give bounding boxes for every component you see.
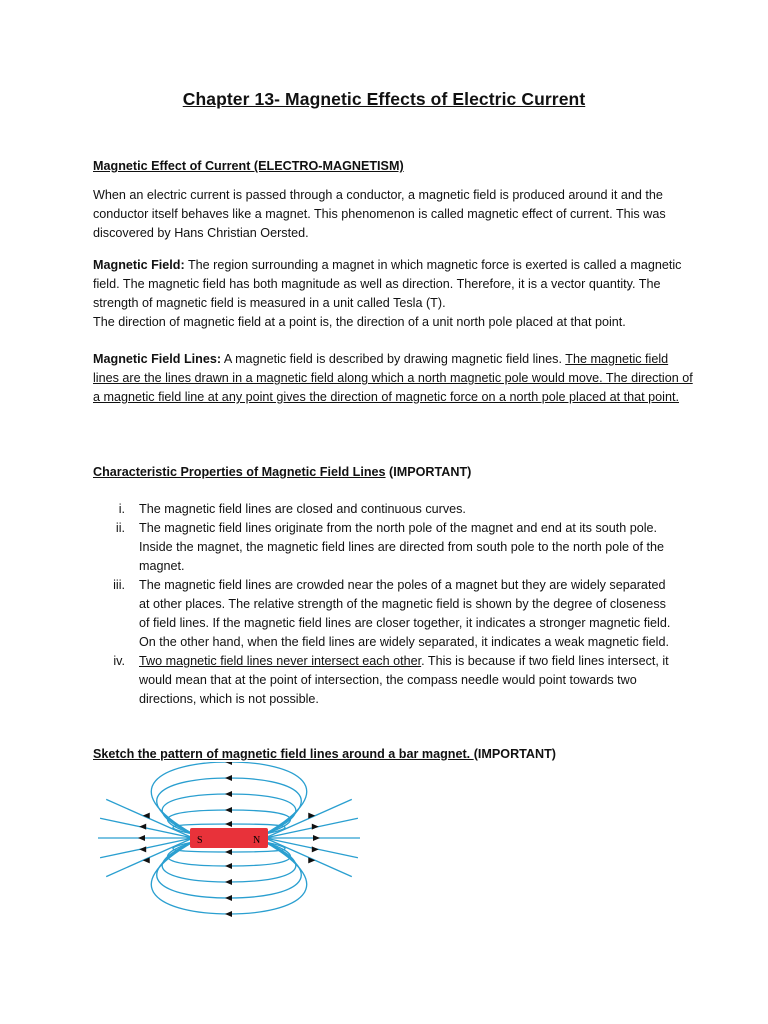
- field-line-arrow: [313, 835, 320, 841]
- list-item-text: . This is because if two field lines intersect, it would mean that at the point of intersection, the compass needle would point towards two directions, which is not possible.: [139, 654, 669, 706]
- list-item-text: The magnetic field lines are crowded near the poles of a magnet but they are widely separated at other places. The relative strength of the magnetic field is shown by the degree of closeness of field lines. If the magnetic field lines are closer together, it indicates a stronger magnetic field. On the other hand, when the field lines are widely separated, it indicates a weak magnetic field.: [139, 578, 671, 649]
- list-item: [93, 576, 673, 652]
- properties-heading: [93, 463, 693, 482]
- definition-magnetic-field: The region surrounding a magnet in which magnetic force is exerted is called a magnetic field. The magnetic field has both magnitude as well as direction. Therefore, it is a vector quantity. The strength of magnetic field is measured in a unit called Tesla (T).: [93, 258, 682, 310]
- list-item: [93, 500, 673, 519]
- list-item-text: The magnetic field lines are closed and continuous curves.: [139, 502, 466, 516]
- list-item-text: The magnetic field lines originate from the north pole of the magnet and end at its south pole. Inside the magnet, the magnetic field lines are directed from south pole to the north pole of the magnet.: [139, 521, 665, 573]
- list-item-underlined: Two magnetic field lines never intersect each other: [139, 654, 422, 668]
- field-line-arrow: [225, 807, 232, 813]
- section-properties-heading: [93, 463, 693, 482]
- field-line-arrow: [225, 911, 232, 917]
- list-item-number: ii.: [115, 521, 125, 535]
- page-title: Chapter 13- Magnetic Effects of Electric Current: [182, 89, 586, 109]
- field-line: [106, 799, 193, 838]
- paragraph-magnetic-effect: When an electric current is passed through a conductor, a magnetic field is produced around it and the conductor itself behaves like a magnet. This phenomenon is called magnetic effect of current. This was discovered by Hans Christian Oersted.: [93, 188, 666, 240]
- list-item-number: iii.: [113, 578, 125, 592]
- paragraph-magnetic-field: [93, 256, 693, 313]
- section-magnetic-effect: [93, 157, 693, 243]
- field-line-arrow: [225, 863, 232, 869]
- field-line-arrow: [225, 849, 232, 855]
- south-pole-label: S: [197, 835, 203, 846]
- field-lines-underlined: The magnetic field lines are the lines drawn in a magnetic field along which a north magnetic pole would move. The direction of a magnetic field line at any point gives the direction of magnetic force on a north pole placed at that point.: [93, 352, 693, 404]
- paragraph-field-direction: The direction of magnetic field at a point is, the direction of a unit north pole placed at that point.: [93, 315, 626, 329]
- field-line: [265, 799, 352, 838]
- north-pole-label: N: [253, 835, 261, 846]
- field-lines-text: A magnetic field is described by drawing magnetic field lines.: [221, 352, 566, 366]
- field-line-arrow: [225, 879, 232, 885]
- field-line-arrow: [312, 846, 319, 852]
- properties-heading-underlined: Characteristic Properties of Magnetic Field Lines: [93, 465, 386, 479]
- term-magnetic-field: Magnetic Field:: [93, 258, 185, 272]
- properties-list: [93, 500, 673, 709]
- field-line-arrow: [225, 895, 232, 901]
- field-line: [265, 838, 352, 877]
- list-item: [93, 519, 673, 576]
- section-heading-magnetic-effect: Magnetic Effect of Current (ELECTRO-MAGNETISM): [93, 159, 404, 173]
- sketch-heading-underlined: Sketch the pattern of magnetic field lines around a bar magnet.: [93, 747, 474, 761]
- list-item-number: iv.: [113, 654, 125, 668]
- field-line-arrow: [225, 775, 232, 781]
- list-item: [93, 652, 673, 709]
- sketch-heading-suffix: (IMPORTANT): [473, 747, 556, 761]
- bar-magnet-field-diagram: [93, 762, 378, 922]
- field-line-arrow: [139, 846, 146, 852]
- field-line-arrow: [225, 791, 232, 797]
- field-line-arrow: [225, 821, 232, 827]
- field-line: [106, 838, 193, 877]
- field-line-arrow: [312, 824, 319, 830]
- paragraph-field-lines: [93, 350, 693, 407]
- section-magnetic-field: [93, 256, 693, 332]
- field-line-arrow: [138, 835, 145, 841]
- section-field-lines: [93, 350, 693, 407]
- term-field-lines: Magnetic Field Lines:: [93, 352, 222, 366]
- list-item-number: i.: [118, 502, 125, 516]
- field-line-arrow: [139, 824, 146, 830]
- properties-heading-suffix: (IMPORTANT): [385, 465, 472, 479]
